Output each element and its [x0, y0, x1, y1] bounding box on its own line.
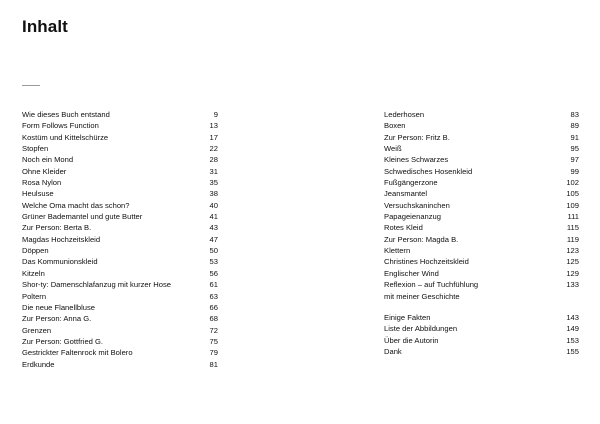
toc-entry — [384, 132, 579, 143]
toc-entry-title: Rotes Kleid — [384, 223, 423, 233]
toc-entry — [22, 313, 218, 324]
toc-entry-title: mit meiner Geschichte — [384, 291, 460, 301]
toc-entry-page: 28 — [209, 155, 218, 165]
toc-entry — [384, 323, 579, 334]
toc-entry — [22, 291, 218, 302]
toc-entry — [22, 268, 218, 279]
toc-entry-page: 125 — [566, 257, 579, 267]
toc-entry-page: 68 — [209, 314, 218, 324]
page-title: Inhalt — [22, 17, 68, 36]
toc-entry — [22, 245, 218, 256]
toc-entry-title: Stopfen — [22, 144, 49, 154]
toc-entry-title: Erdkunde — [22, 359, 55, 369]
toc-entry-title: Zur Person: Berta B. — [22, 223, 92, 233]
toc-entry-title: Einige Fakten — [384, 312, 431, 322]
toc-entry-page: 91 — [570, 132, 579, 142]
toc-entry-page: 53 — [209, 257, 218, 267]
toc-entry-page: 115 — [566, 223, 579, 233]
toc-column-left — [22, 109, 218, 370]
toc-entry-page: 153 — [566, 335, 579, 345]
toc-entry — [384, 222, 579, 233]
toc-entry-page: 149 — [566, 324, 579, 334]
toc-entry — [384, 143, 579, 154]
toc-entry-title: Jeansmantel — [384, 189, 428, 199]
toc-entry-title: Zur Person: Anna G. — [22, 314, 92, 324]
toc-entry — [22, 188, 218, 199]
toc-entry-title: Schwedisches Hosenkleid — [384, 166, 473, 176]
toc-entry-title: Wie dieses Buch entstand — [22, 110, 110, 119]
toc-entry-page: 43 — [209, 223, 218, 233]
toc-entry — [22, 279, 218, 290]
toc-entry-title: Grenzen — [22, 325, 52, 335]
toc-entry — [22, 120, 218, 131]
toc-entry — [384, 120, 579, 131]
toc-entry-title: Fußgängerzone — [384, 178, 438, 188]
toc-entry-page: 81 — [209, 359, 218, 369]
toc-entry — [22, 132, 218, 143]
toc-entry-page: 155 — [566, 346, 579, 356]
toc-entry-title: Klettern — [384, 246, 411, 256]
toc-entry-page: 35 — [209, 178, 218, 188]
toc-entry-page: 119 — [566, 234, 579, 244]
toc-entry — [384, 177, 579, 188]
toc-entry — [22, 256, 218, 267]
title-divider — [22, 85, 40, 86]
toc-entry — [22, 200, 218, 211]
toc-entry — [22, 336, 218, 347]
toc-entry — [384, 312, 579, 323]
toc-entry — [384, 346, 579, 357]
toc-entry-title: Englischer Wind — [384, 268, 439, 278]
toc-entry-title: Shor-ty: Damenschlafanzug mit kurzer Hose — [22, 280, 171, 290]
toc-entry — [22, 177, 218, 188]
toc-entry-title: Welche Oma macht das schon? — [22, 200, 130, 210]
toc-entry — [384, 188, 579, 199]
toc-entry-page: 13 — [209, 121, 218, 131]
toc-entry — [22, 302, 218, 313]
toc-entry-page: 61 — [209, 280, 218, 290]
toc-entry-title: Ohne Kleider — [22, 166, 67, 176]
toc-entry-title: Papageienanzug — [384, 212, 442, 222]
toc-column-right — [384, 109, 579, 357]
toc-entry-title: Grüner Bademantel und gute Butter — [22, 212, 143, 222]
toc-entry-title: Weiß — [384, 144, 402, 154]
toc-entry-title: Heulsuse — [22, 189, 54, 199]
toc-entry-title: Kitzeln — [22, 268, 45, 278]
toc-entry-page: 143 — [566, 312, 579, 322]
toc-entry — [22, 325, 218, 336]
toc-entry — [384, 200, 579, 211]
toc-entry-title: Zur Person: Magda B. — [384, 234, 459, 244]
toc-entry-page: 123 — [566, 246, 579, 256]
toc-entry-title: Boxen — [384, 121, 406, 131]
toc-entry-page: 9 — [213, 110, 218, 119]
toc-entry-page: 66 — [209, 302, 218, 312]
toc-entry — [384, 279, 579, 290]
toc-entry-title: Das Kommunionskleid — [22, 257, 98, 267]
toc-entry — [22, 109, 218, 120]
toc-entry-page: 56 — [209, 268, 218, 278]
toc-entry-title: Rosa Nylon — [22, 178, 62, 188]
toc-entry-title: Kostüm und Kittelschürze — [22, 132, 109, 142]
toc-entry-page: 22 — [209, 144, 218, 154]
toc-entry-page: 89 — [570, 121, 579, 131]
toc-entry — [384, 166, 579, 177]
toc-entry-title: Liste der Abbildungen — [384, 324, 458, 334]
toc-entry-page: 111 — [567, 212, 579, 222]
toc-entry — [384, 268, 579, 279]
toc-entry — [22, 359, 218, 370]
toc-entry — [22, 211, 218, 222]
toc-entry-page: 17 — [209, 132, 218, 142]
toc-entry-title: Noch ein Mond — [22, 155, 74, 165]
toc-entry — [22, 143, 218, 154]
toc-entry-title: Christines Hochzeitskleid — [384, 257, 469, 267]
toc-entry-title: Versuchskaninchen — [384, 200, 450, 210]
toc-entry — [384, 154, 579, 165]
toc-entry-page: 63 — [209, 291, 218, 301]
toc-entry-title: Die neue Flanellbluse — [22, 302, 96, 312]
toc-entry-title: Zur Person: Gottfried G. — [22, 336, 104, 346]
toc-entry — [384, 211, 579, 222]
toc-entry-page: 47 — [209, 234, 218, 244]
toc-entry-page: 105 — [566, 189, 579, 199]
toc-entry-title: Gestrickter Faltenrock mit Bolero — [22, 348, 133, 358]
toc-entry-title: Reflexion – auf Tuchfühlung — [384, 280, 479, 290]
toc-entry-page: 38 — [209, 189, 218, 199]
toc-entry — [22, 347, 218, 358]
toc-entry-title: Zur Person: Fritz B. — [384, 132, 450, 142]
toc-entry-page: 95 — [570, 144, 579, 154]
toc-entry — [22, 222, 218, 233]
toc-entry-page: 99 — [570, 166, 579, 176]
toc-entry-title: Magdas Hochzeitskleid — [22, 234, 101, 244]
toc-entry-page: 83 — [570, 110, 579, 119]
toc-entry-title: Über die Autorin — [384, 335, 439, 345]
toc-entry-page: 50 — [209, 246, 218, 256]
toc-entry — [384, 291, 579, 302]
toc-entry-page: 102 — [566, 178, 579, 188]
toc-entry — [384, 234, 579, 245]
toc-entry-page: 133 — [566, 280, 579, 290]
toc-entry-title: Poltern — [22, 291, 47, 301]
toc-entry-page: 129 — [566, 268, 579, 278]
toc-entry-title: Form Follows Function — [22, 121, 99, 131]
toc-entry-page: 40 — [209, 200, 218, 210]
toc-entry-page: 72 — [209, 325, 218, 335]
toc-entry-page: 97 — [570, 155, 579, 165]
toc-entry — [22, 154, 218, 165]
toc-entry-title: Döppen — [22, 246, 49, 256]
toc-entry — [22, 166, 218, 177]
toc-entry-title: Kleines Schwarzes — [384, 155, 449, 165]
toc-entry — [384, 335, 579, 346]
toc-entry-title: Lederhosen — [384, 110, 425, 119]
toc-entry — [384, 109, 579, 120]
section-gap — [384, 302, 579, 312]
toc-entry-page: 75 — [209, 336, 218, 346]
toc-entry-page: 41 — [209, 212, 218, 222]
toc-entry-page: 79 — [209, 348, 218, 358]
toc-entry-title: Dank — [384, 346, 402, 356]
toc-entry — [384, 256, 579, 267]
toc-entry — [384, 245, 579, 256]
toc-entry — [22, 234, 218, 245]
toc-entry-page: 109 — [566, 200, 579, 210]
toc-entry-page: 31 — [209, 166, 218, 176]
